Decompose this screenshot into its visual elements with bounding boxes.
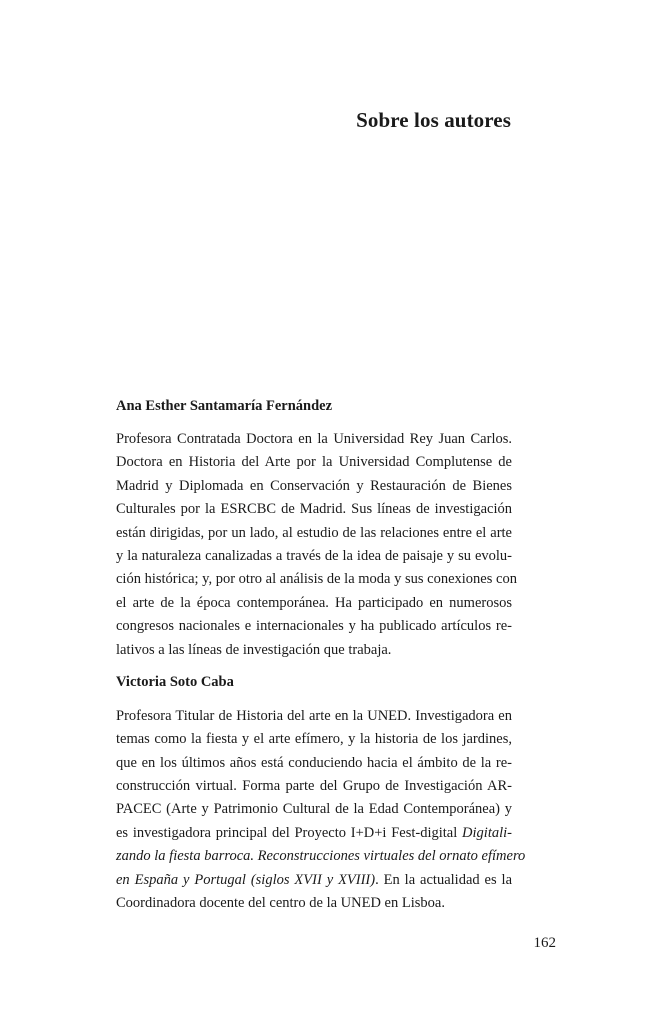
bio-line: PACEC (Arte y Patrimonio Cultural de la Edad Contemporánea) y (116, 801, 512, 818)
bio-line: temas como la fiesta y el arte efímero, y la historia de los jardines, (116, 731, 512, 748)
bio-text: es investigadora principal del Proyecto I+D+i Fest-digital (116, 824, 463, 841)
authors-section (116, 396, 526, 915)
bio-line: y la naturaleza canalizadas a través de la idea de paisaje y su evolu- (116, 547, 512, 564)
bio-line: Culturales por la ESRCBC de Madrid. Sus líneas de investigación (116, 501, 512, 518)
bio-line: el arte de la época contemporánea. Ha participado en numerosos (116, 594, 512, 611)
project-title-italic: zando la fiesta barroca. Reconstrucciones virtuales del ornato efímero (116, 848, 526, 865)
bio-line: construcción virtual. Forma parte del Grupo de Investigación AR- (116, 778, 512, 795)
author-bio (116, 428, 517, 662)
bio-line: Doctora en Historia del Arte por la Universidad Complutense de (116, 454, 512, 471)
bio-line: están dirigidas, por un lado, al estudio de las relaciones entre el arte (116, 524, 512, 541)
bio-text: . En la actualidad es la (375, 871, 513, 888)
project-title-italic: en España y Portugal (siglos XVII y XVIII) (116, 871, 376, 888)
bio-line: Madrid y Diplomada en Conservación y Restauración de Bienes (116, 477, 512, 494)
project-title-italic: Digitali- (462, 824, 512, 841)
bio-line: ción histórica; y, por otro al análisis de la moda y sus conexiones con (116, 571, 517, 588)
author-name: Victoria Soto Caba (116, 673, 234, 690)
bio-line (116, 869, 512, 892)
bio-line: que en los últimos años está conduciendo hacia el ámbito de la re- (116, 754, 512, 771)
chapter-title: Sobre los autores (356, 108, 511, 132)
bio-line: Coordinadora docente del centro de la UNED en Lisboa. (116, 895, 445, 912)
bio-line (116, 845, 526, 868)
bio-line (116, 822, 512, 845)
bio-line: Profesora Contratada Doctora en la Universidad Rey Juan Carlos. (116, 431, 512, 447)
bio-line: Profesora Titular de Historia del arte en la UNED. Investigadora en (116, 707, 512, 724)
author-name: Ana Esther Santamaría Fernández (116, 398, 333, 414)
author-bio (116, 705, 526, 916)
bio-line: congresos nacionales e internacionales y ha publicado artículos re- (116, 618, 512, 635)
bio-line: lativos a las líneas de investigación que trabaja. (116, 641, 392, 658)
page-number: 162 (533, 935, 556, 951)
